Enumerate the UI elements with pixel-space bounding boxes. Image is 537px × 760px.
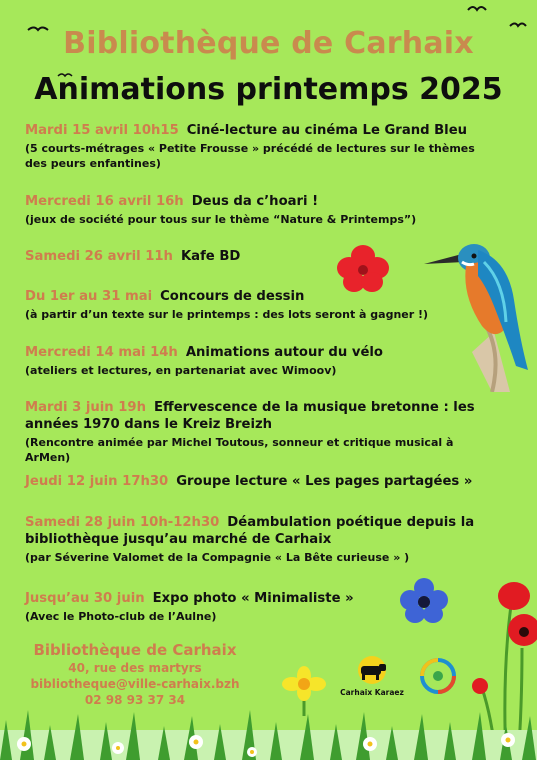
event-title: Déambulation poétique depuis la bibliothèque jusqu’au marché de Carhaix (25, 515, 475, 547)
event-title: Animations autour du vélo (185, 345, 383, 360)
event-item (25, 193, 495, 227)
event-desc: (jeux de société pour tous sur le thème “Nature & Printemps”) (25, 213, 417, 226)
event-date: Mercredi 14 mai 14h (25, 345, 178, 360)
blue-flower-icon (400, 578, 448, 624)
grass-daisies-decoration (0, 700, 537, 760)
event-date: Samedi 28 juin 10h-12h30 (25, 515, 220, 530)
network-logo-icon (416, 652, 460, 700)
event-title: Groupe lecture « Les pages partagées » (176, 474, 473, 489)
contact-email[interactable]: bibliotheque@ville-carhaix.bzh (30, 677, 240, 691)
event-desc: (5 courts-métrages « Petite Frousse » précédé de lectures sur le thèmes des peurs enfantines) (25, 142, 475, 170)
event-desc: (par Séverine Valomet de la Compagnie « La Bête curieuse » ) (25, 551, 410, 564)
contact-address: 40, rue des martyrs (68, 661, 202, 675)
event-date: Mardi 15 avril 10h15 (25, 123, 179, 138)
bull-icon (352, 656, 392, 684)
red-flower-icon (336, 244, 390, 294)
contact-phone: 02 98 93 37 34 (84, 693, 186, 707)
event-title: Expo photo « Minimaliste » (152, 591, 354, 606)
event-date: Samedi 26 avril 11h (25, 249, 173, 264)
contact-block (25, 640, 245, 708)
event-desc: (Avec le Photo-club de l’Aulne) (25, 610, 217, 623)
logo-caption: Carhaix Karaez (340, 688, 404, 697)
event-item (25, 590, 375, 624)
library-title: Bibliothèque de Carhaix (63, 26, 474, 61)
contact-name: Bibliothèque de Carhaix (33, 641, 237, 659)
event-date: Jeudi 12 juin 17h30 (25, 474, 169, 489)
event-item (25, 473, 495, 490)
page-title: Animations printemps 2025 (34, 72, 503, 107)
event-date: Mardi 3 juin 19h (25, 400, 146, 415)
event-title: Concours de dessin (160, 289, 305, 304)
event-date: Du 1er au 31 mai (25, 289, 153, 304)
event-item (25, 399, 495, 465)
kingfisher-bird-icon (422, 232, 532, 392)
event-item (25, 514, 495, 565)
event-title: Ciné-lecture au cinéma Le Grand Bleu (186, 123, 468, 138)
event-desc: (Rencontre animée par Michel Toutous, sonneur et critique musical à ArMen) (25, 436, 454, 464)
carhaix-karaez-logo (340, 656, 404, 702)
event-title: Effervescence de la musique bretonne : les années 1970 dans le Kreiz Breizh (25, 400, 475, 432)
event-date: Jusqu’au 30 juin (25, 591, 145, 606)
event-desc: (à partir d’un texte sur le printemps : des lots seront à gagner !) (25, 308, 429, 321)
event-title: Deus da c’hoari ! (191, 194, 319, 209)
event-desc: (ateliers et lectures, en partenariat avec Wimoov) (25, 364, 337, 377)
event-item (25, 122, 495, 171)
event-date: Mercredi 16 avril 16h (25, 194, 184, 209)
event-title: Kafe BD (180, 249, 241, 264)
